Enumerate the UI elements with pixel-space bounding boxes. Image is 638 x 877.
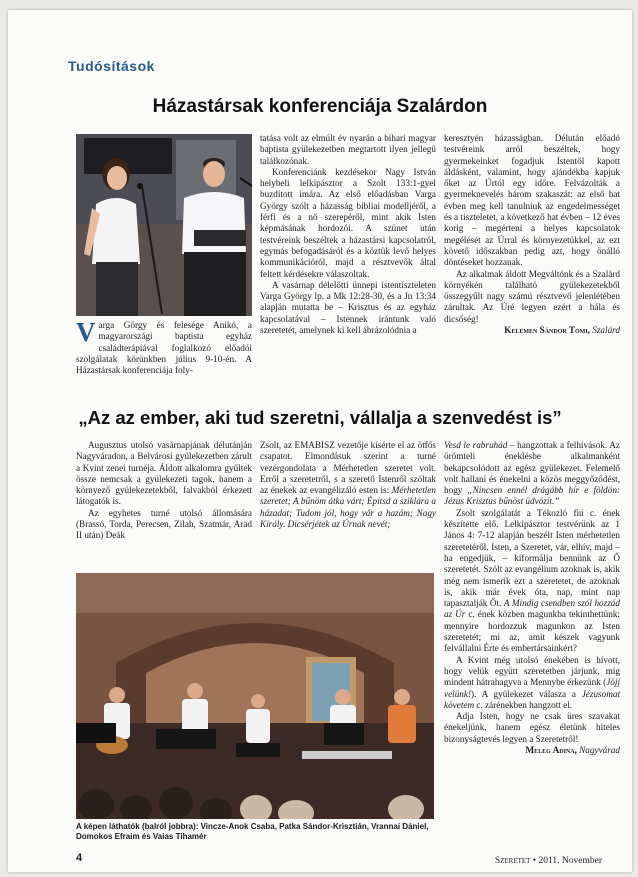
- article1-signature-place: Szalárd: [592, 325, 620, 336]
- article2-col3-para3b: ). A gyülekezet válasza a: [471, 688, 582, 699]
- article2-column3: [444, 440, 620, 756]
- photo-caption: A képen láthatók (balról jobbra): Vincze-Anok Csaba, Patka Sándor-Krisztián, Vrannai Dániel, Domokos Efraim és Vaias Tihamér: [76, 822, 429, 841]
- footer-issue: [495, 856, 602, 866]
- band-photo-illustration: [76, 573, 434, 819]
- article2-col3-para3: A Kvint még utolsó énekében is hívott, hogy velük együtt szeretetben járjunk, míg mindent hátrahagyva a Mennybe érkezünk (: [444, 654, 620, 688]
- article2-title: „Az az ember, aki tud szeretni, vállalja a szenvedést is”: [78, 407, 562, 428]
- article2-column2: [260, 440, 436, 530]
- page-number: 4: [76, 852, 83, 864]
- article2-song-vesd: Vesd le rabruhád: [444, 440, 508, 450]
- article2-col2-songs: Mérhetetlen szeretet; A bűnöm átka várt; Építsd a sziklára a házadat; Tudom jól, hogy vár a hazám; Nagy Király. Dicsérjétek az Úrnak nevét;: [260, 485, 436, 530]
- article2-col3-para2: Zsolt szolgálatát a Tékozló fiú c. ének készítette elő. Lelkipásztor testvérünk az 1 János 4: 7-12 alapján beszélt Isten mérhetetlen szeretetéről. Isten, a Szeretet, vár, elhív, majd – ha engedjük, – kiformálja bennünk az Ő szeretetét. Szólt az evangélium azoknak is, akik még nem ismerik ezt a szeretetet, de azoknak is, akik már évek óta, nap, mint nap tapasztalják Őt.: [444, 507, 620, 609]
- article2-col1-para2: Az egyhetes turné utolsó állomására (Brassó, Torda, Perecsen, Zilah, Szatmár, Arad II után) Deák: [76, 507, 252, 541]
- band-photo: [76, 573, 434, 819]
- article2-quote: „Nincsen ennél drágább hír e földön: Jézus Krisztus bűnöst üdvözít.”: [444, 485, 620, 507]
- article1-col2-para1: tatása volt az elmúlt év nyarán a bihari magyar baptista gyülekezetben megtartott ilyen jellegű találkozónak.: [260, 133, 436, 166]
- article2-song-jezusomat: Jézusomat követem: [444, 688, 620, 710]
- article1-signature-name: Kelemen Sándor Tomi,: [504, 325, 590, 336]
- article2-col2-para1: Zsolt, az EMABISZ vezetője kísérte el az ötfős csapatot. Elmondásuk szerint a turné vezérgondolata a Mérhetetlen szeretet volt. Erről a szeretetről, s a szerető Istenről szóltak az énekek az evangélizáló esten is:: [260, 440, 436, 496]
- article2-signature-place: Nagyvárad: [579, 745, 620, 756]
- article1-col2-para3: A vasárnap délelőtti ünnepi istentiszteleten Varga György lp. a Mk 12:28-30, és a Jn 13:34 alapján mutatta be – Krisztus és az egyház kapcsolatával – Istennek irántunk való szeretetét, amelynek ki kell ábrázolódnia a: [260, 279, 436, 336]
- article1-signature: [444, 325, 620, 336]
- article2-signature: [444, 745, 620, 756]
- magazine-name: Szeretet: [494, 856, 531, 866]
- article1-column2: [260, 133, 436, 336]
- issue-date: • 2011. November: [532, 856, 602, 866]
- couple-photo: [76, 134, 252, 316]
- couple-photo-illustration: [76, 134, 252, 316]
- article1-col3-para2: Az alkalmak áldott Megváltónk és a Szalárd környékén található gyülekezetekből összegyűlt nagy számú résztvevő jelenlétében zárultak. Az Úré legyen ezért a hála és dicsőség!: [444, 268, 620, 324]
- article1-col3-para1: keresztyén házasságban. Délután előadó testvéreink arról beszéltek, hogy gyermekeinket fogadjuk Istentől kapott áldásként, valamint, hogy ajándékba kapjuk őket az Úrtól egy időre. Felvázolták a gyermeknevelés három szakaszát: az első hat évben meg kell tanulniuk az engedelmességet és a tiszteletet, a következő hat évben – 12 éves korig – megérteni a helyes kapcsolatok megélését az Úrral és környezetükkel, az ezt követő időszakban pedig azt, hogy önálló döntéseket hozzanak.: [444, 133, 620, 268]
- dropcap: V: [76, 317, 96, 347]
- article2-signature-name: Meleg Adina,: [525, 745, 577, 756]
- article1-col2-para2: Konferenciánk kezdésekor Nagy István helybeli lelkipásztor a Szolt 133:1-gyel buzdított imára. Az első előadásban Varga György szólt a házasság bibliai modelljéről, a férfi és a nő szerepéről, mint akik Isten képmásának hordozói. A szünet után testvéreink beszéltek a házastársi kapcsolatról, egymás befogadásáról és a köztük levő helyes kommunikációról, majd a résztvevők által feltett kérdésekre válaszoltak.: [260, 166, 436, 279]
- article2-song-mindig: A Mindig csendben szól hozzád az Úr: [444, 598, 620, 620]
- article1-title: Házastársak konferenciája Szalárdon: [152, 96, 488, 117]
- article2-col3-para2b: c. ének közben magunkba tekinthettünk: mennyire hordozzuk magunkon az Isten szeretetét; mi az, amit készek vagyunk felvállalni Érte és embertársainkért?: [444, 609, 620, 654]
- section-label: Tudósítások: [68, 58, 155, 74]
- article1-column3: [444, 133, 620, 336]
- article1-column1: [76, 317, 252, 376]
- article2-col1-para1: Augusztus utolsó vasárnapjának délutánján Nagyváradon, a Belvárosi gyülekezetben zárult a Kvint zenei turnéja. Áldott alkalomra gyűltek össze nemcsak a gyülekezeti tagok, hanem a környező gyülekezetekből, falvakból érkezett látogatók is.: [76, 440, 252, 507]
- article1-col1-text: arga Görgy és felesége Anikó, a magyarországi baptista egyház családterápiával foglalkozó előadói szolgálatak körünkben július 9-10-én. A Házastársak konferenciája foly-: [76, 320, 252, 376]
- article2-song-jojj: Jöjj velünk!: [444, 677, 620, 699]
- article2-col3-para3c: c. zárénekben hangzott el.: [474, 699, 573, 710]
- article2-col3-para1: – hangzottak a felhívások. Az örömteli éneklésbe alkalmanként bekapcsolódott az egész gyülekezet. Felemelő volt hallani és énekelni a közös meggyőződést, hogy: [444, 440, 620, 496]
- article2-col3-para4: Adja Isten, hogy ne csak üres szavakat énekeljünk, hanem egész életünk hiteles bizonyságtevés legyen a Szeretetről!: [444, 711, 620, 744]
- magazine-page: [8, 10, 632, 872]
- article2-column1: [76, 440, 252, 542]
